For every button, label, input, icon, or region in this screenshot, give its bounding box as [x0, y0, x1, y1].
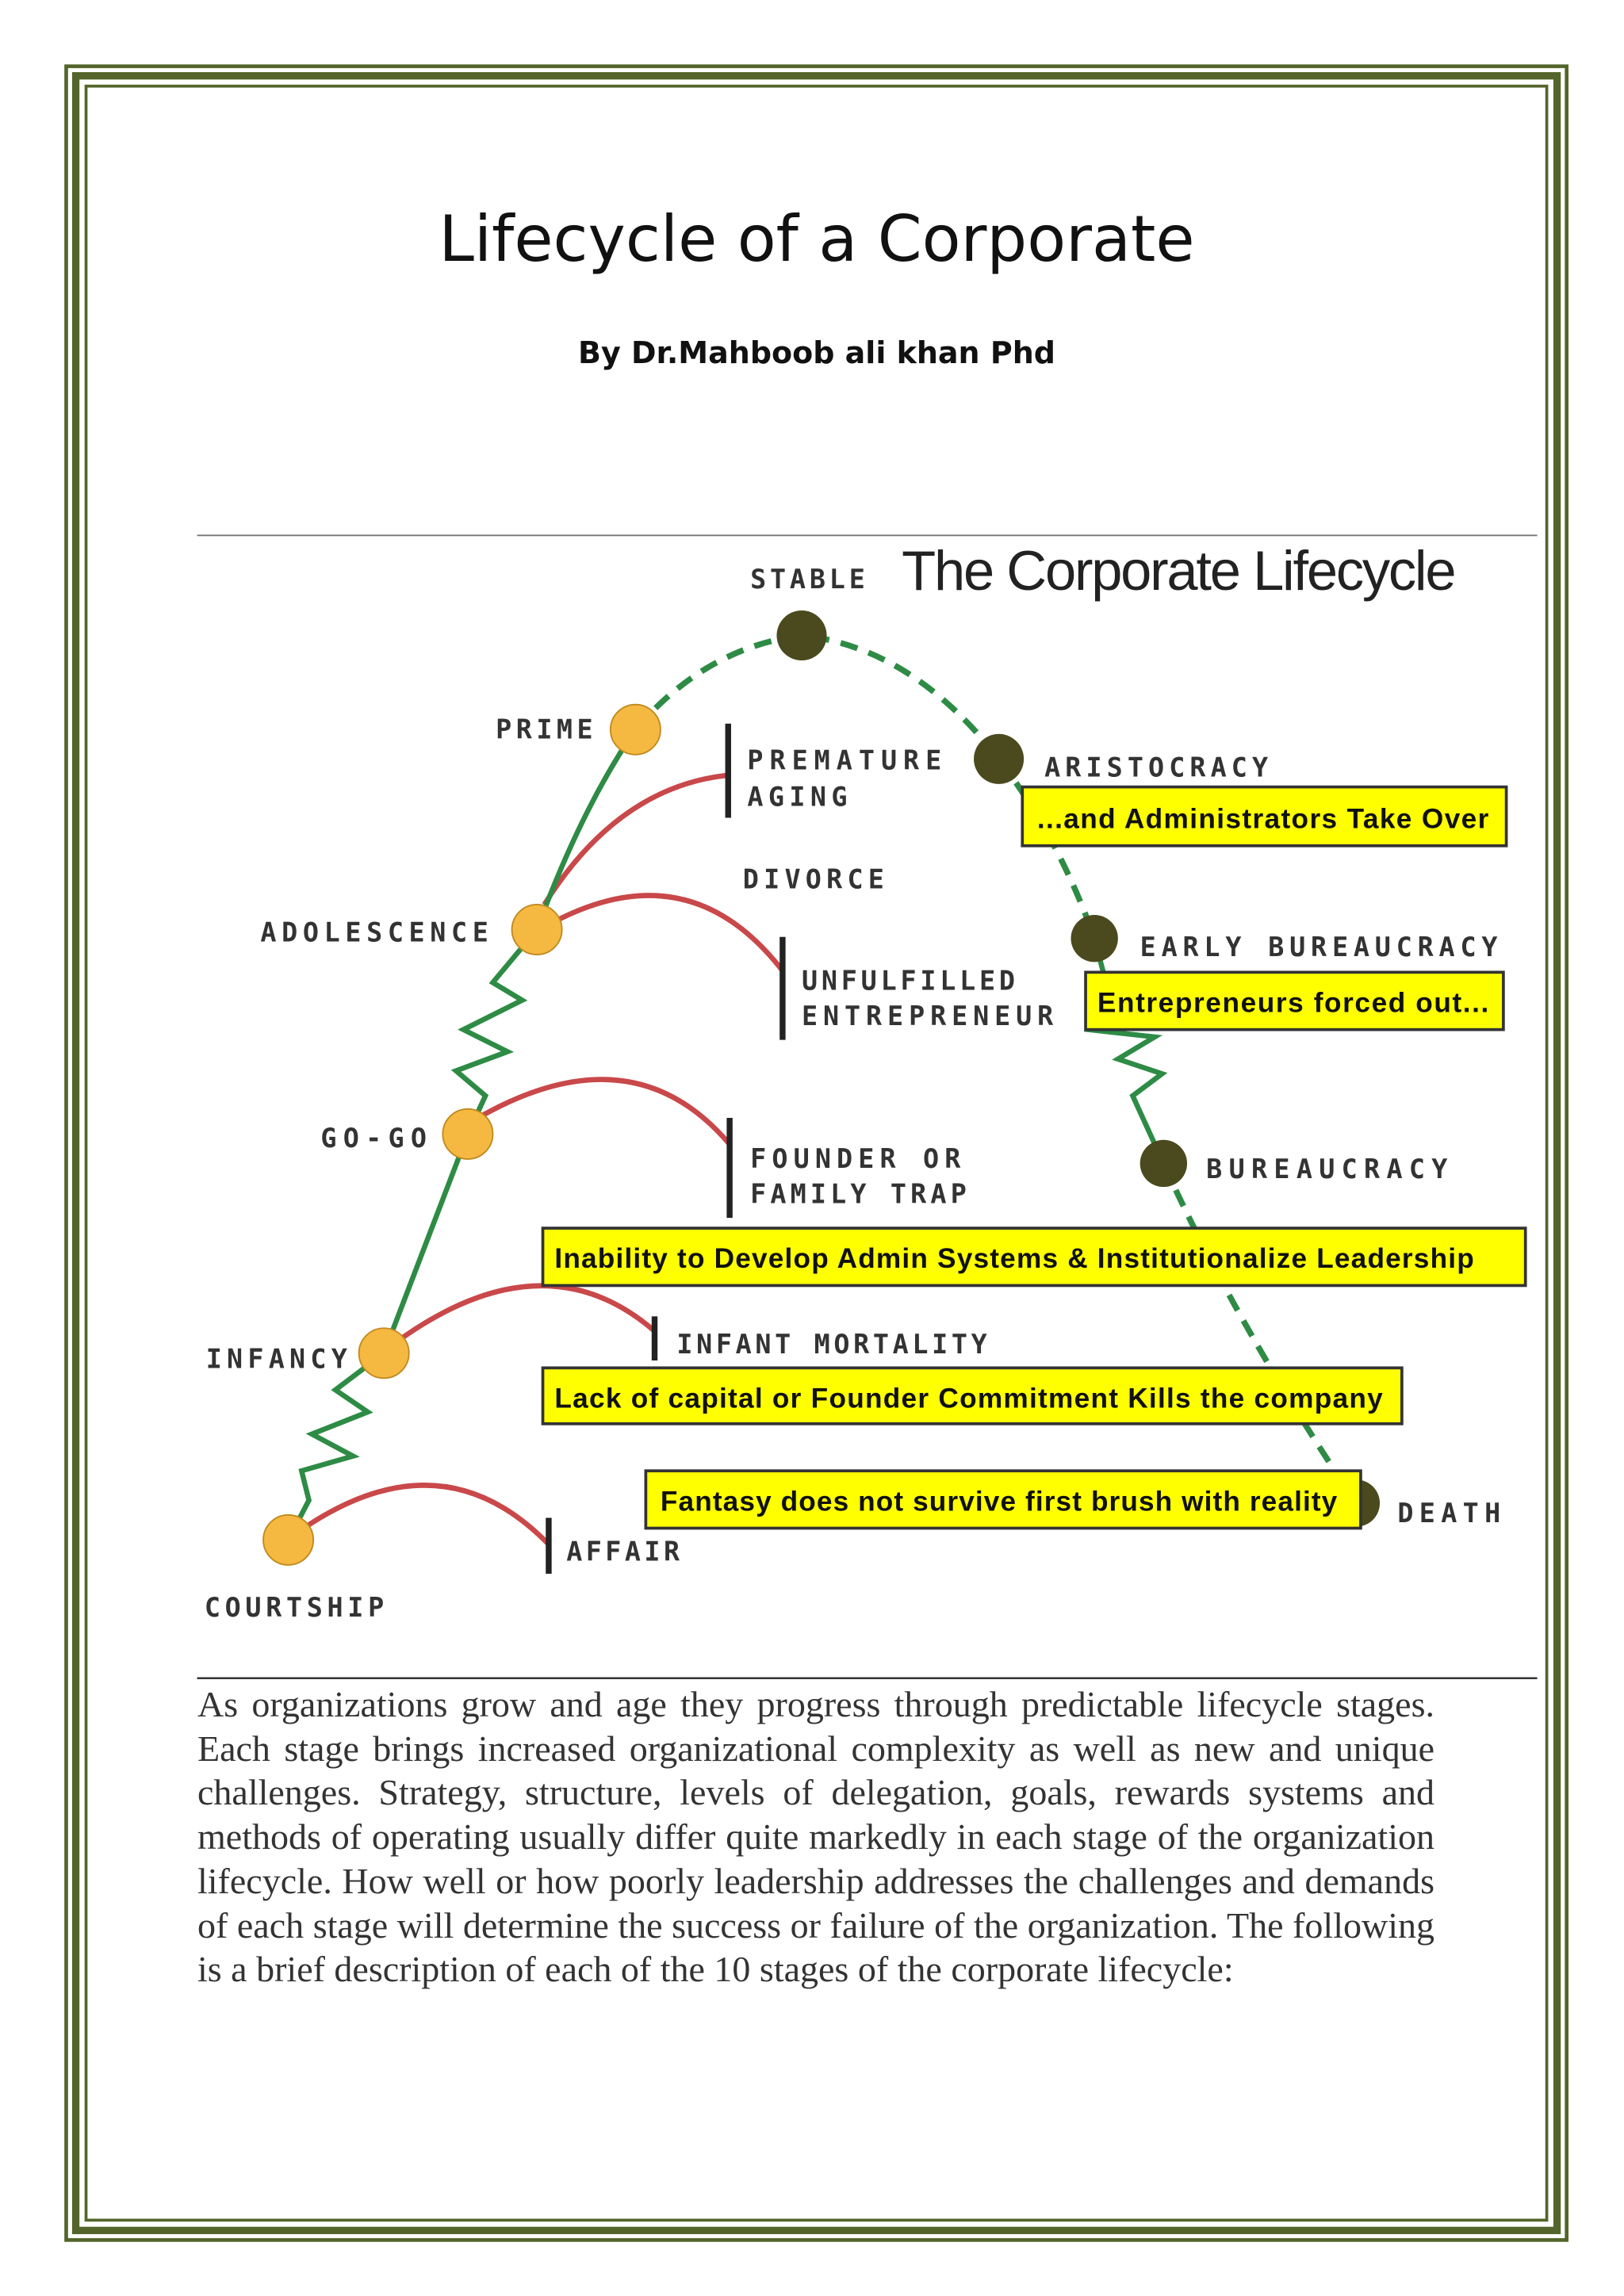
page-title: Lifecycle of a Corporate: [439, 202, 1195, 276]
label-early-bureaucracy: EARLY BUREAUCRACY: [1139, 931, 1498, 962]
label-courtship: COURTSHIP: [204, 1591, 385, 1623]
intro-paragraph: As organizations grow and age they progress through predictable lifecycle stages. Each stage brings increased organizational complexity as well as new and unique challenges. Strategy, structure, levels of delegation, goals, rewards systems and methods of operating usually differ quite markedly in each stage of the organization lifecycle. How well or how poorly leadership addresses the challenges and demands of each stage will determine the success or failure of the organization. The following is a brief description of each of the 10 stages of the corporate lifecycle:: [197, 1684, 1434, 1990]
svg-text:Inability to Develop Admin Sys: Inability to Develop Admin Systems & Institutionalize Leadership: [554, 1243, 1474, 1275]
label-aging: AGING: [747, 781, 848, 813]
diagram-title: The Corporate Lifecycle: [902, 539, 1457, 603]
node-bureaucracy: [1140, 1140, 1187, 1187]
svg-text:...and Administrators Take Ove: ...and Administrators Take Over: [1036, 803, 1489, 835]
callout-lack-of-capital: [543, 1368, 1402, 1423]
label-family-trap: FAMILY TRAP: [750, 1178, 967, 1210]
label-death: DEATH: [1397, 1498, 1501, 1529]
node-adolescence: [512, 905, 562, 955]
node-early-bureaucracy: [1071, 915, 1117, 962]
label-stable: STABLE: [750, 564, 865, 595]
path-gogo-adolescence: [456, 930, 537, 1135]
node-aristocracy: [974, 734, 1024, 784]
lifecycle-diagram: [205, 539, 1526, 1623]
label-unfulfilled: UNFULFILLED: [802, 965, 1015, 997]
path-bureaucracy-death: [1163, 1163, 1356, 1503]
label-entrepreneur: ENTREPRENEUR: [802, 1001, 1054, 1032]
node-gogo: [442, 1109, 492, 1159]
callout-fantasy: [645, 1471, 1361, 1528]
arc-infant-mortality: [397, 1286, 655, 1341]
svg-text:Fantasy does not survive first: Fantasy does not survive first brush with reality: [660, 1486, 1338, 1517]
arc-affair: [301, 1485, 549, 1544]
node-courtship: [263, 1515, 313, 1565]
label-aristocracy: ARISTOCRACY: [1044, 752, 1269, 783]
label-divorce: DIVORCE: [742, 863, 884, 895]
label-bureaucracy: BUREAUCRACY: [1206, 1154, 1448, 1185]
node-infancy: [359, 1328, 409, 1378]
svg-text:Lack of capital or Founder Com: Lack of capital or Founder Commitment Kills the company: [554, 1383, 1383, 1414]
author-byline: By Dr.Mahboob ali khan Phd: [578, 335, 1055, 370]
label-prime: PRIME: [496, 714, 593, 745]
node-stable: [776, 610, 826, 660]
callout-entrepreneurs: [1086, 972, 1503, 1029]
arc-unfulfilled: [559, 895, 783, 970]
arc-founder-trap: [478, 1080, 730, 1145]
label-premature: PREMATURE: [747, 744, 942, 776]
label-adolescence: ADOLESCENCE: [260, 916, 488, 948]
node-prime: [611, 705, 661, 755]
label-infant-mortality: INFANT MORTALITY: [676, 1328, 987, 1360]
label-infancy: INFANCY: [205, 1343, 347, 1375]
svg-text:Entrepreneurs forced out...: Entrepreneurs forced out...: [1097, 987, 1489, 1019]
label-founder-or: FOUNDER OR: [750, 1143, 961, 1175]
callout-inability: [543, 1228, 1526, 1285]
label-gogo: GO-GO: [320, 1123, 427, 1154]
callout-administrators: [1022, 787, 1506, 846]
path-courtship-infancy: [289, 1353, 385, 1540]
label-affair: AFFAIR: [566, 1536, 680, 1567]
